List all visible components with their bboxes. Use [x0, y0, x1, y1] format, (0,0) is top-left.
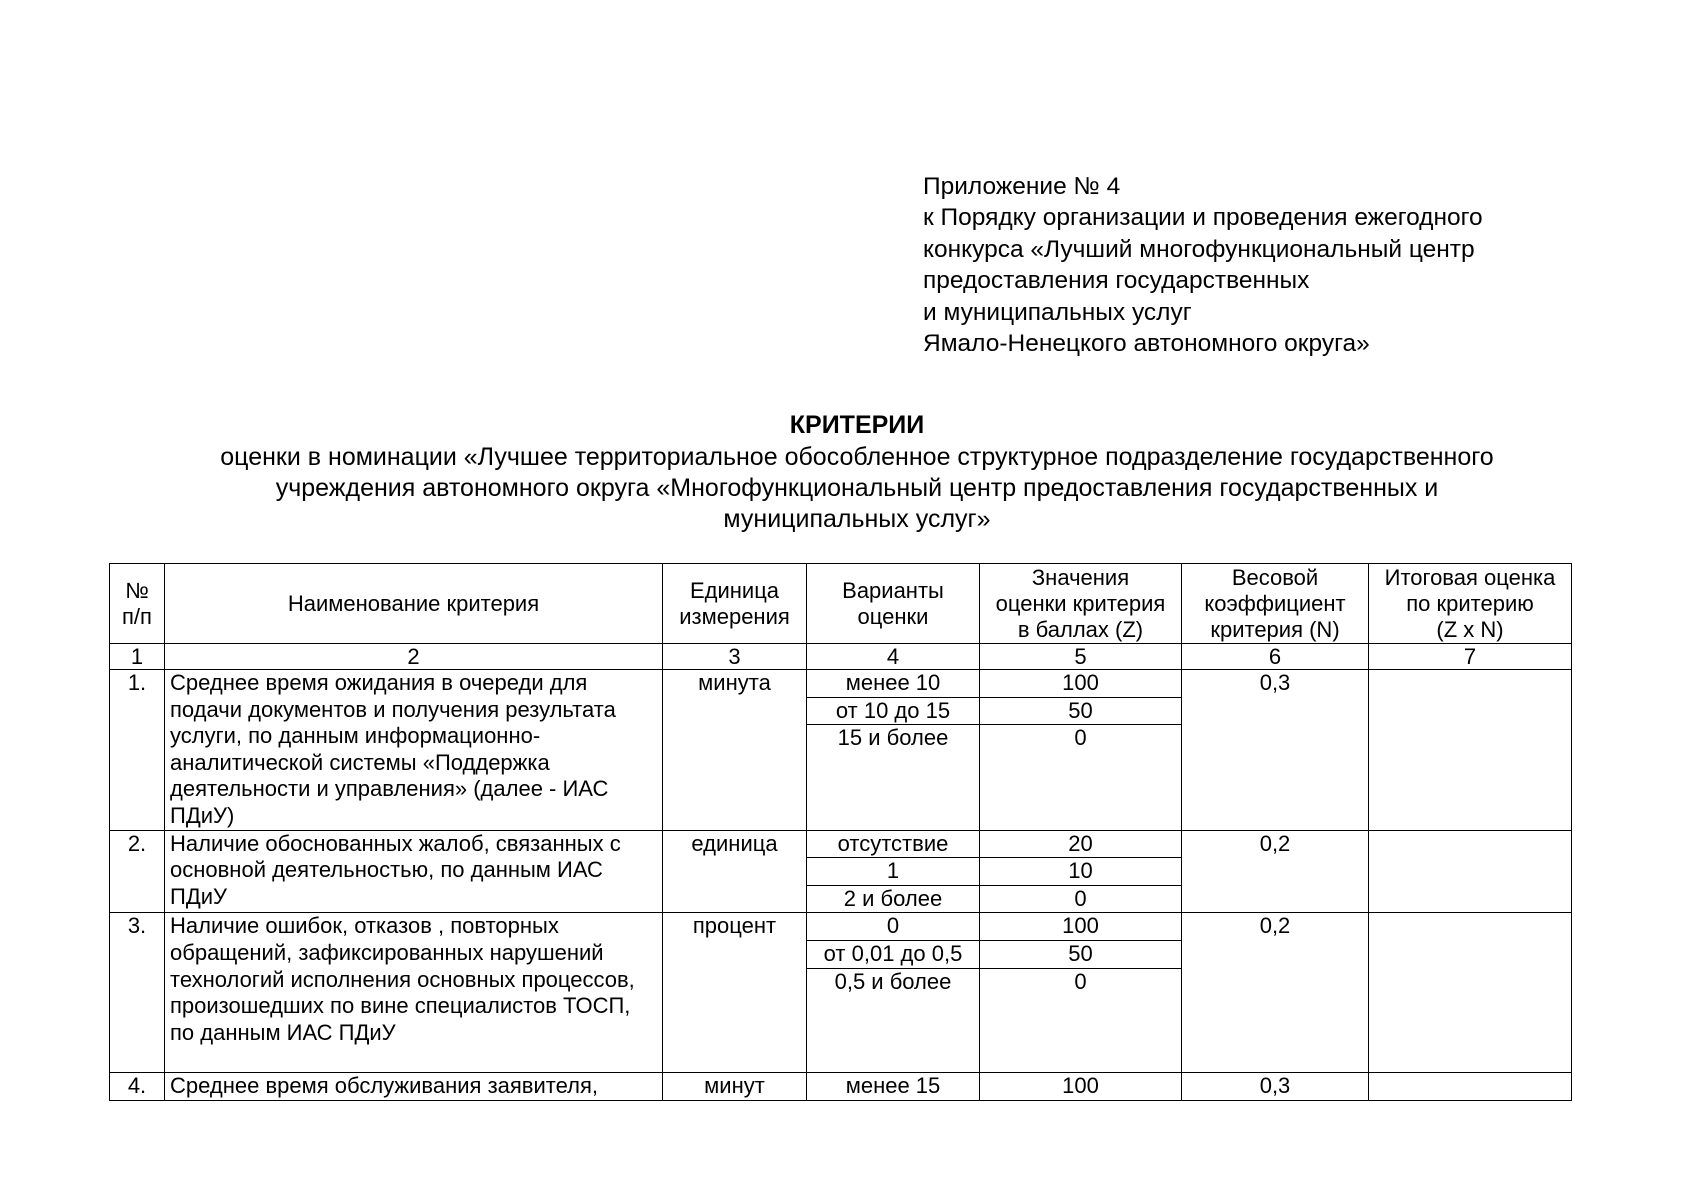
- criterion-name: Наличие ошибок, отказов , повторных обращений, зафиксированных нарушений технологий исполнения основных процессов, произошедших по вине специалистов ТОСП, по данным ИАС ПДиУ: [165, 913, 663, 1073]
- table-row: [110, 913, 1572, 1073]
- subtitle-line: муниципальных услуг»: [723, 505, 991, 533]
- total-value: [1369, 1073, 1572, 1101]
- criteria-table: [109, 563, 1572, 1101]
- total-value: [1369, 830, 1572, 913]
- variant-option: 1: [807, 858, 979, 886]
- header-cell-variants: Варианты оценки: [807, 564, 980, 644]
- variant-option: 2 и более: [843, 885, 943, 911]
- column-numbers-row: [110, 644, 1572, 670]
- header-cell-number: № п/п: [110, 564, 165, 644]
- score-value: 10: [980, 858, 1181, 886]
- variant-option: 0,5 и более: [834, 968, 952, 994]
- row-number: 3.: [110, 913, 165, 1073]
- variant-option: 0: [807, 913, 979, 941]
- criterion-name: Наличие обоснованных жалоб, связанных с основной деятельностью, по данным ИАС ПДиУ: [165, 830, 663, 913]
- score-value: 0: [1074, 885, 1087, 911]
- column-number: 5: [980, 644, 1182, 670]
- variant-option: 15 и более: [837, 725, 949, 751]
- subtitle-line: учреждения автономного округа «Многофункциональный центр предоставления государственных и: [275, 474, 1439, 502]
- column-number: 2: [165, 644, 663, 670]
- score-value: 20: [980, 831, 1181, 859]
- appendix-line: предоставления государственных: [923, 267, 1310, 295]
- subtitle-line: оценки в номинации «Лучшее территориальное обособленное структурное подразделение государственного: [220, 443, 1494, 471]
- header-cell-unit: Единица измерения: [663, 564, 807, 644]
- column-number: 3: [663, 644, 807, 670]
- total-value: [1369, 913, 1572, 1073]
- criterion-name: Среднее время ожидания в очереди для подачи документов и получения результата услуги, по данным информационно-аналитической системы «Поддержка деятельности и управления» (далее - ИАС ПДиУ): [165, 670, 663, 831]
- score-value: 50: [980, 698, 1181, 726]
- score-value: 100: [980, 670, 1181, 698]
- header-row: [110, 564, 1572, 644]
- score-value: 0: [1074, 968, 1087, 994]
- total-value: [1369, 670, 1572, 831]
- weight-value: 0,3: [1182, 670, 1369, 831]
- criterion-unit: процент: [663, 913, 807, 1073]
- document-title: КРИТЕРИИ: [789, 411, 925, 439]
- scores-cell: [980, 913, 1182, 1073]
- variant-option: менее 15: [807, 1073, 980, 1101]
- column-number: 1: [110, 644, 165, 670]
- variants-cell: [807, 670, 980, 831]
- appendix-line: к Порядку организации и проведения ежегодного: [923, 204, 1483, 232]
- weight-value: 0,3: [1182, 1073, 1369, 1101]
- appendix-line: Приложение № 4: [923, 173, 1121, 200]
- row-number: 4.: [110, 1073, 165, 1101]
- criterion-name: Среднее время обслуживания заявителя,: [165, 1073, 663, 1101]
- appendix-block: [923, 171, 1483, 359]
- score-value: 100: [980, 1073, 1182, 1101]
- header-cell-total: Итоговая оценка по критерию (Z x N): [1369, 564, 1572, 644]
- appendix-line: конкурса «Лучший многофункциональный центр: [923, 235, 1475, 263]
- table-row: [110, 1073, 1572, 1101]
- scores-cell: [980, 830, 1182, 913]
- weight-value: 0,2: [1182, 913, 1369, 1073]
- variants-cell: [807, 830, 980, 913]
- table-row: [110, 830, 1572, 913]
- variant-option: от 10 до 15: [807, 698, 979, 726]
- header-cell-score: Значения оценки критерия в баллах (Z): [980, 564, 1182, 644]
- appendix-line: Ямало-Ненецкого автономного округа»: [923, 330, 1370, 358]
- criterion-unit: единица: [663, 830, 807, 913]
- document-subtitle: [0, 442, 1697, 535]
- criterion-unit: минут: [663, 1073, 807, 1101]
- appendix-line: и муниципальных услуг: [923, 298, 1192, 326]
- score-value: 100: [980, 913, 1181, 941]
- variant-option: менее 10: [807, 670, 979, 698]
- column-number: 4: [807, 644, 980, 670]
- header-cell-name: Наименование критерия: [165, 564, 663, 644]
- variant-option: отсутствие: [807, 831, 979, 859]
- variant-option: от 0,01 до 0,5: [807, 941, 979, 969]
- column-number: 7: [1369, 644, 1572, 670]
- header-cell-weight: Весовой коэффициент критерия (N): [1182, 564, 1369, 644]
- table-row: [110, 670, 1572, 831]
- criterion-unit: минута: [663, 670, 807, 831]
- row-number: 2.: [110, 830, 165, 913]
- scores-cell: [980, 670, 1182, 831]
- column-number: 6: [1182, 644, 1369, 670]
- row-number: 1.: [110, 670, 165, 831]
- score-value: 0: [1074, 725, 1087, 751]
- score-value: 50: [980, 941, 1181, 969]
- weight-value: 0,2: [1182, 830, 1369, 913]
- variants-cell: [807, 913, 980, 1073]
